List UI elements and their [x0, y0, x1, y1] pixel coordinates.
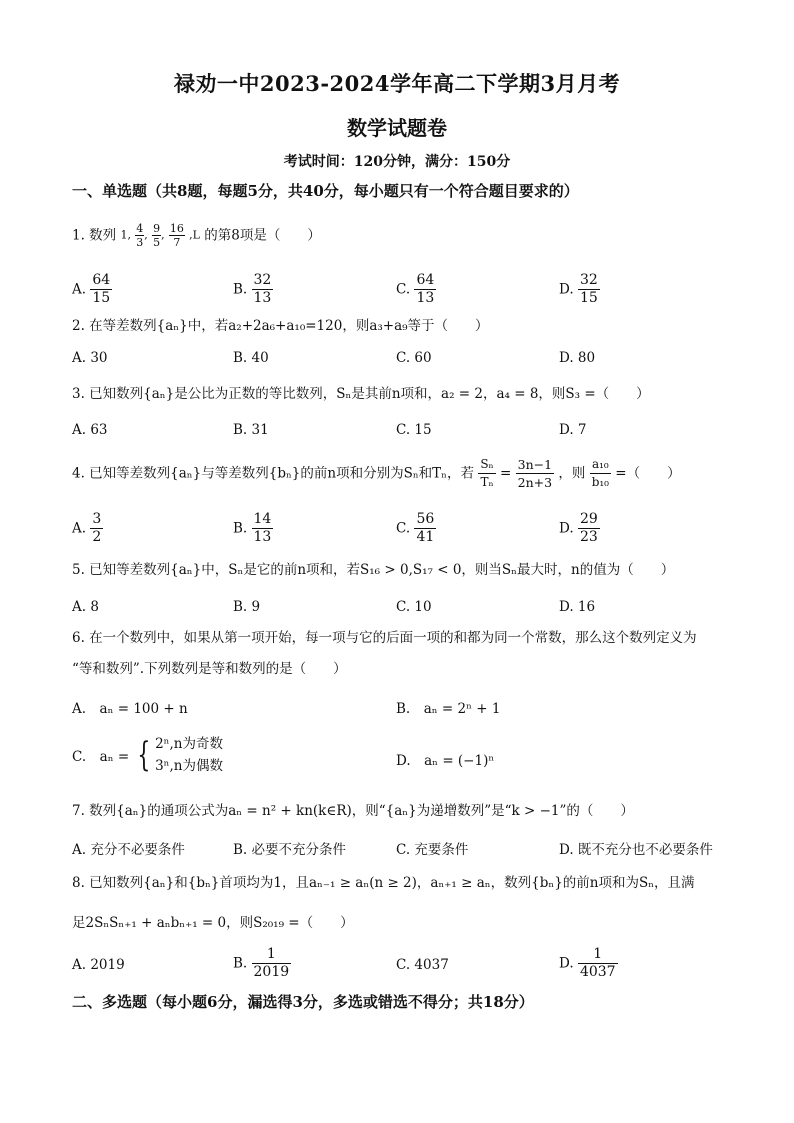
q1-seq-end: ,L	[189, 228, 200, 242]
q7-option-c: C. 充要条件	[396, 842, 469, 858]
section-heading-single-choice: 一、单选题（共8题，每题5分，共40分，每小题只有一个符合题目要求的）	[72, 182, 579, 200]
q3-option-c: C. 15	[396, 422, 432, 438]
q4-ratio-expression: $\frac{3n-1}{2n+3}$	[517, 457, 553, 490]
question-6-stem-line-2: “等和数列”.下列数列是等和数列的是（ ）	[72, 661, 347, 677]
q5-option-a: A. 8	[72, 599, 99, 615]
page-subtitle: 数学试题卷	[347, 116, 447, 140]
q4-option-c: C. $\frac{56}{41}$	[396, 511, 435, 545]
q2-option-d: D. 80	[559, 350, 596, 366]
q4-option-a: A. $\frac{3}{2}$	[72, 511, 102, 545]
question-5-stem: 5. 已知等差数列{aₙ}中，Sₙ是它的前n项和，若S₁₆ > 0,S₁₇ < 0，则当Sₙ最大时，n的值为（ ）	[72, 562, 675, 578]
question-3-stem: 3. 已知数列{aₙ}是公比为正数的等比数列，Sₙ是其前n项和，a₂ = 2，a₄ = 8，则S₃ =（ ）	[72, 386, 650, 402]
section-heading-multiple-choice: 二、多选题（每小题6分，漏选得3分，多选或错选不得分；共18分）	[72, 993, 534, 1011]
question-2-stem: 2. 在等差数列{aₙ}中，若a₂+2a₆+a₁₀=120，则a₃+a₉等于（ ）	[72, 318, 489, 334]
q4-ratio-a10-over-b10: $\frac{\text{a₁₀}}{\text{b₁₀}}$	[591, 457, 609, 489]
q8-option-a: A. 2019	[72, 957, 125, 973]
q1-option-a: A. $\frac{64}{15}$	[72, 272, 111, 306]
q6-option-d: D. aₙ = (−1)ⁿ	[396, 753, 495, 769]
q4-option-b: B. $\frac{14}{13}$	[233, 511, 272, 545]
q2-option-a: A. 30	[72, 350, 108, 366]
question-4-stem: 4. 已知等差数列{aₙ}与等差数列{bₙ}的前n项和分别为Sₙ和Tₙ，若 $\frac{\text{Sₙ}}{\text{Tₙ}}$ = $\frac{3n-1}{2n+3}$ ，则 $\frac{\text{a₁₀}}{\text{b₁₀}}$ =（ ）	[72, 457, 681, 490]
q6-piecewise-brace: {	[137, 735, 151, 775]
q3-option-d: D. 7	[559, 422, 587, 438]
q2-option-b: B. 40	[233, 350, 269, 366]
question-8-stem-line-1: 8. 已知数列{aₙ}和{bₙ}首项均为1，且aₙ₋₁ ≥ aₙ(n ≥ 2)，aₙ₊₁ ≥ aₙ，数列{bₙ}的前n项和为Sₙ，且满	[72, 875, 695, 891]
q8-option-b: B. $\frac{1}{2019}$	[233, 946, 290, 980]
q4-option-d: D. $\frac{29}{23}$	[559, 511, 598, 545]
q5-option-b: B. 9	[233, 599, 261, 615]
q7-option-a: A. 充分不必要条件	[72, 842, 185, 858]
q5-option-d: D. 16	[559, 599, 596, 615]
q6-option-a: A. aₙ = 100 + n	[72, 701, 188, 717]
page-title: 禄劝一中2023-2024学年高二下学期3月月考	[173, 71, 621, 96]
question-7-stem: 7. 数列{aₙ}的通项公式为aₙ = n² + kn(k∈R)，则“{aₙ}为递增数列”是“k > −1”的（ ）	[72, 803, 634, 819]
q3-option-b: B. 31	[233, 422, 269, 438]
q5-option-c: C. 10	[396, 599, 432, 615]
question-8-stem-line-2: 足2SₙSₙ₊₁ + aₙbₙ₊₁ = 0，则S₂₀₁₉ =（ ）	[72, 915, 354, 931]
q1-prefix: 1. 数列	[72, 227, 117, 244]
q6-option-b: B. aₙ = 2ⁿ + 1	[396, 701, 501, 717]
q3-option-a: A. 63	[72, 422, 108, 438]
exam-info: 考试时间：120分钟，满分：150分	[283, 154, 511, 170]
q1-seq-fraction-3: $\frac{16}{7}$	[169, 222, 184, 249]
q7-option-b: B. 必要不充分条件	[233, 842, 347, 858]
q1-seq-fraction-2: $\frac{9}{5}$	[153, 222, 161, 249]
q1-option-c: C. $\frac{64}{13}$	[396, 272, 435, 306]
q1-option-b: B. $\frac{32}{13}$	[233, 272, 272, 306]
q8-option-d: D. $\frac{1}{4037}$	[559, 946, 616, 980]
q7-option-d: D. 既不充分也不必要条件	[559, 842, 713, 858]
q2-option-c: C. 60	[396, 350, 432, 366]
q1-seq-start: 1,	[120, 228, 131, 242]
q1-option-d: D. $\frac{32}{15}$	[559, 272, 598, 306]
q1-seq-fraction-1: $\frac{4}{3}$	[136, 222, 144, 249]
question-6-stem-line-1: 6. 在一个数列中，如果从第一项开始，每一项与它的后面一项的和都为同一个常数，那么这个数列定义为	[72, 630, 697, 646]
q6-option-c: C. aₙ = { 2ⁿ,n为奇数 3ⁿ,n为偶数	[72, 735, 223, 775]
question-1-stem: 1. 数列 1, $\frac{4}{3}$ , $\frac{9}{5}$ , $\frac{16}{7}$ ,L 的第8项是（ ）	[72, 222, 321, 249]
q8-option-c: C. 4037	[396, 957, 449, 973]
q6-piecewise-cases: 2ⁿ,n为奇数 3ⁿ,n为偶数	[155, 736, 223, 774]
q1-suffix: 的第8项是（ ）	[204, 227, 321, 244]
q4-ratio-s-over-t: $\frac{\text{Sₙ}}{\text{Tₙ}}$	[480, 457, 494, 489]
